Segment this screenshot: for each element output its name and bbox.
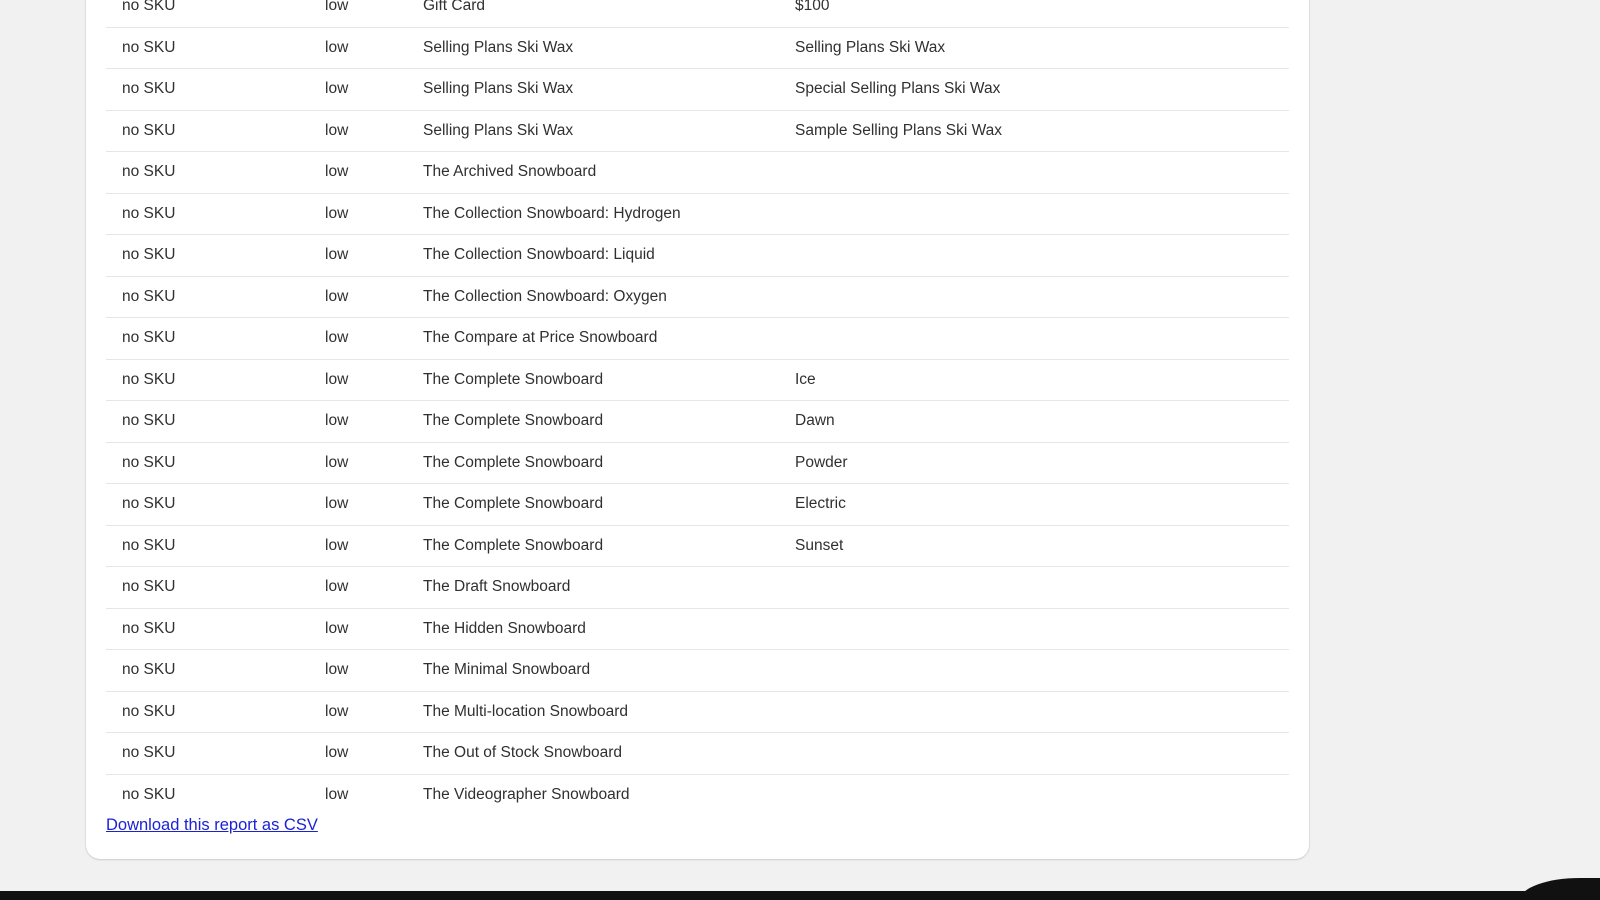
variant-title-cell: Sunset xyxy=(779,525,1289,567)
stock-level-cell: low xyxy=(309,69,407,111)
variant-title-cell xyxy=(779,774,1289,815)
variant-title-cell: Dawn xyxy=(779,401,1289,443)
inventory-report-table xyxy=(106,0,1289,815)
stock-level-cell: low xyxy=(309,608,407,650)
sku-cell: no SKU xyxy=(106,442,309,484)
stock-level-cell: low xyxy=(309,650,407,692)
download-csv-link[interactable]: Download this report as CSV xyxy=(106,816,318,834)
sku-cell: no SKU xyxy=(106,567,309,609)
product-title-cell: Selling Plans Ski Wax xyxy=(407,110,779,152)
stock-level-cell: low xyxy=(309,567,407,609)
table-row xyxy=(106,525,1289,567)
table-row xyxy=(106,608,1289,650)
table-row xyxy=(106,567,1289,609)
variant-title-cell xyxy=(779,276,1289,318)
table-row xyxy=(106,276,1289,318)
variant-title-cell: Sample Selling Plans Ski Wax xyxy=(779,110,1289,152)
variant-title-cell: Ice xyxy=(779,359,1289,401)
sku-cell: no SKU xyxy=(106,608,309,650)
sku-cell: no SKU xyxy=(106,691,309,733)
table-row xyxy=(106,69,1289,111)
product-title-cell: The Complete Snowboard xyxy=(407,484,779,526)
sku-cell: no SKU xyxy=(122,785,176,803)
stock-level-cell: low xyxy=(309,525,407,567)
sku-cell: no SKU xyxy=(106,484,309,526)
table-row xyxy=(106,235,1289,277)
sku-cell: no SKU xyxy=(106,733,309,775)
variant-title-cell xyxy=(779,193,1289,235)
stock-level-cell: low xyxy=(309,110,407,152)
sku-cell: no SKU xyxy=(106,193,309,235)
variant-title-cell xyxy=(779,152,1289,194)
variant-title-cell xyxy=(779,318,1289,360)
stock-level-cell: low xyxy=(309,401,407,443)
variant-title-cell: $100 xyxy=(779,0,1289,27)
table-row xyxy=(106,442,1289,484)
sku-cell: no SKU xyxy=(106,401,309,443)
variant-title-cell: Powder xyxy=(779,442,1289,484)
product-title-cell: The Compare at Price Snowboard xyxy=(407,318,779,360)
sku-cell: no SKU xyxy=(106,0,309,27)
product-title-cell: The Collection Snowboard: Oxygen xyxy=(407,276,779,318)
product-title-cell: The Draft Snowboard xyxy=(407,567,779,609)
variant-title-cell: Special Selling Plans Ski Wax xyxy=(779,69,1289,111)
variant-title-cell xyxy=(779,567,1289,609)
sku-cell: no SKU xyxy=(106,318,309,360)
table-row xyxy=(106,401,1289,443)
stock-level-cell: low xyxy=(309,484,407,526)
product-title-cell: The Complete Snowboard xyxy=(407,401,779,443)
variant-title-cell xyxy=(779,235,1289,277)
product-title-cell: The Complete Snowboard xyxy=(407,359,779,401)
sku-cell: no SKU xyxy=(106,525,309,567)
stock-level-cell: low xyxy=(309,0,407,27)
variant-title-cell xyxy=(779,691,1289,733)
variant-title-cell xyxy=(779,650,1289,692)
variant-title-cell xyxy=(779,733,1289,775)
table-row xyxy=(106,774,1289,815)
sku-cell: no SKU xyxy=(106,650,309,692)
sku-cell: no SKU xyxy=(106,359,309,401)
table-row xyxy=(106,359,1289,401)
stock-level-cell: low xyxy=(309,691,407,733)
stock-level-cell: low xyxy=(309,235,407,277)
variant-title-cell: Selling Plans Ski Wax xyxy=(779,27,1289,69)
sku-cell: no SKU xyxy=(106,235,309,277)
sku-cell: no SKU xyxy=(106,69,309,111)
window-frame-bottom xyxy=(0,891,1600,900)
product-title-cell: The Hidden Snowboard xyxy=(407,608,779,650)
stock-level-cell: low xyxy=(309,318,407,360)
product-title-cell: The Collection Snowboard: Hydrogen xyxy=(407,193,779,235)
product-title-cell: Gift Card xyxy=(407,0,779,27)
table-row xyxy=(106,484,1289,526)
stock-level-cell: low xyxy=(309,152,407,194)
table-row xyxy=(106,733,1289,775)
product-title-cell: The Complete Snowboard xyxy=(407,525,779,567)
report-table-body xyxy=(106,0,1289,815)
table-row xyxy=(106,691,1289,733)
table-row xyxy=(106,27,1289,69)
sku-cell: no SKU xyxy=(106,27,309,69)
table-row xyxy=(106,0,1289,27)
table-row xyxy=(106,318,1289,360)
stock-level-cell: low xyxy=(309,442,407,484)
stock-level-cell: low xyxy=(309,276,407,318)
stock-level-cell: low xyxy=(309,27,407,69)
product-title-cell: The Multi-location Snowboard xyxy=(407,691,779,733)
table-row xyxy=(106,193,1289,235)
sku-cell: no SKU xyxy=(106,276,309,318)
table-row xyxy=(106,152,1289,194)
report-card xyxy=(86,0,1309,859)
sku-cell: no SKU xyxy=(106,110,309,152)
product-title-cell: Selling Plans Ski Wax xyxy=(407,69,779,111)
stock-level-cell: low xyxy=(309,359,407,401)
product-title-cell: The Complete Snowboard xyxy=(407,442,779,484)
stock-level-cell: low xyxy=(309,193,407,235)
product-title-cell: The Videographer Snowboard xyxy=(423,785,630,803)
variant-title-cell: Electric xyxy=(779,484,1289,526)
product-title-cell: The Out of Stock Snowboard xyxy=(407,733,779,775)
variant-title-cell xyxy=(779,608,1289,650)
sku-cell: no SKU xyxy=(106,152,309,194)
table-row xyxy=(106,110,1289,152)
product-title-cell: The Minimal Snowboard xyxy=(407,650,779,692)
product-title-cell: The Archived Snowboard xyxy=(407,152,779,194)
stock-level-cell: low xyxy=(309,733,407,775)
product-title-cell: Selling Plans Ski Wax xyxy=(407,27,779,69)
stock-level-cell: low xyxy=(325,785,349,803)
table-row xyxy=(106,650,1289,692)
product-title-cell: The Collection Snowboard: Liquid xyxy=(407,235,779,277)
